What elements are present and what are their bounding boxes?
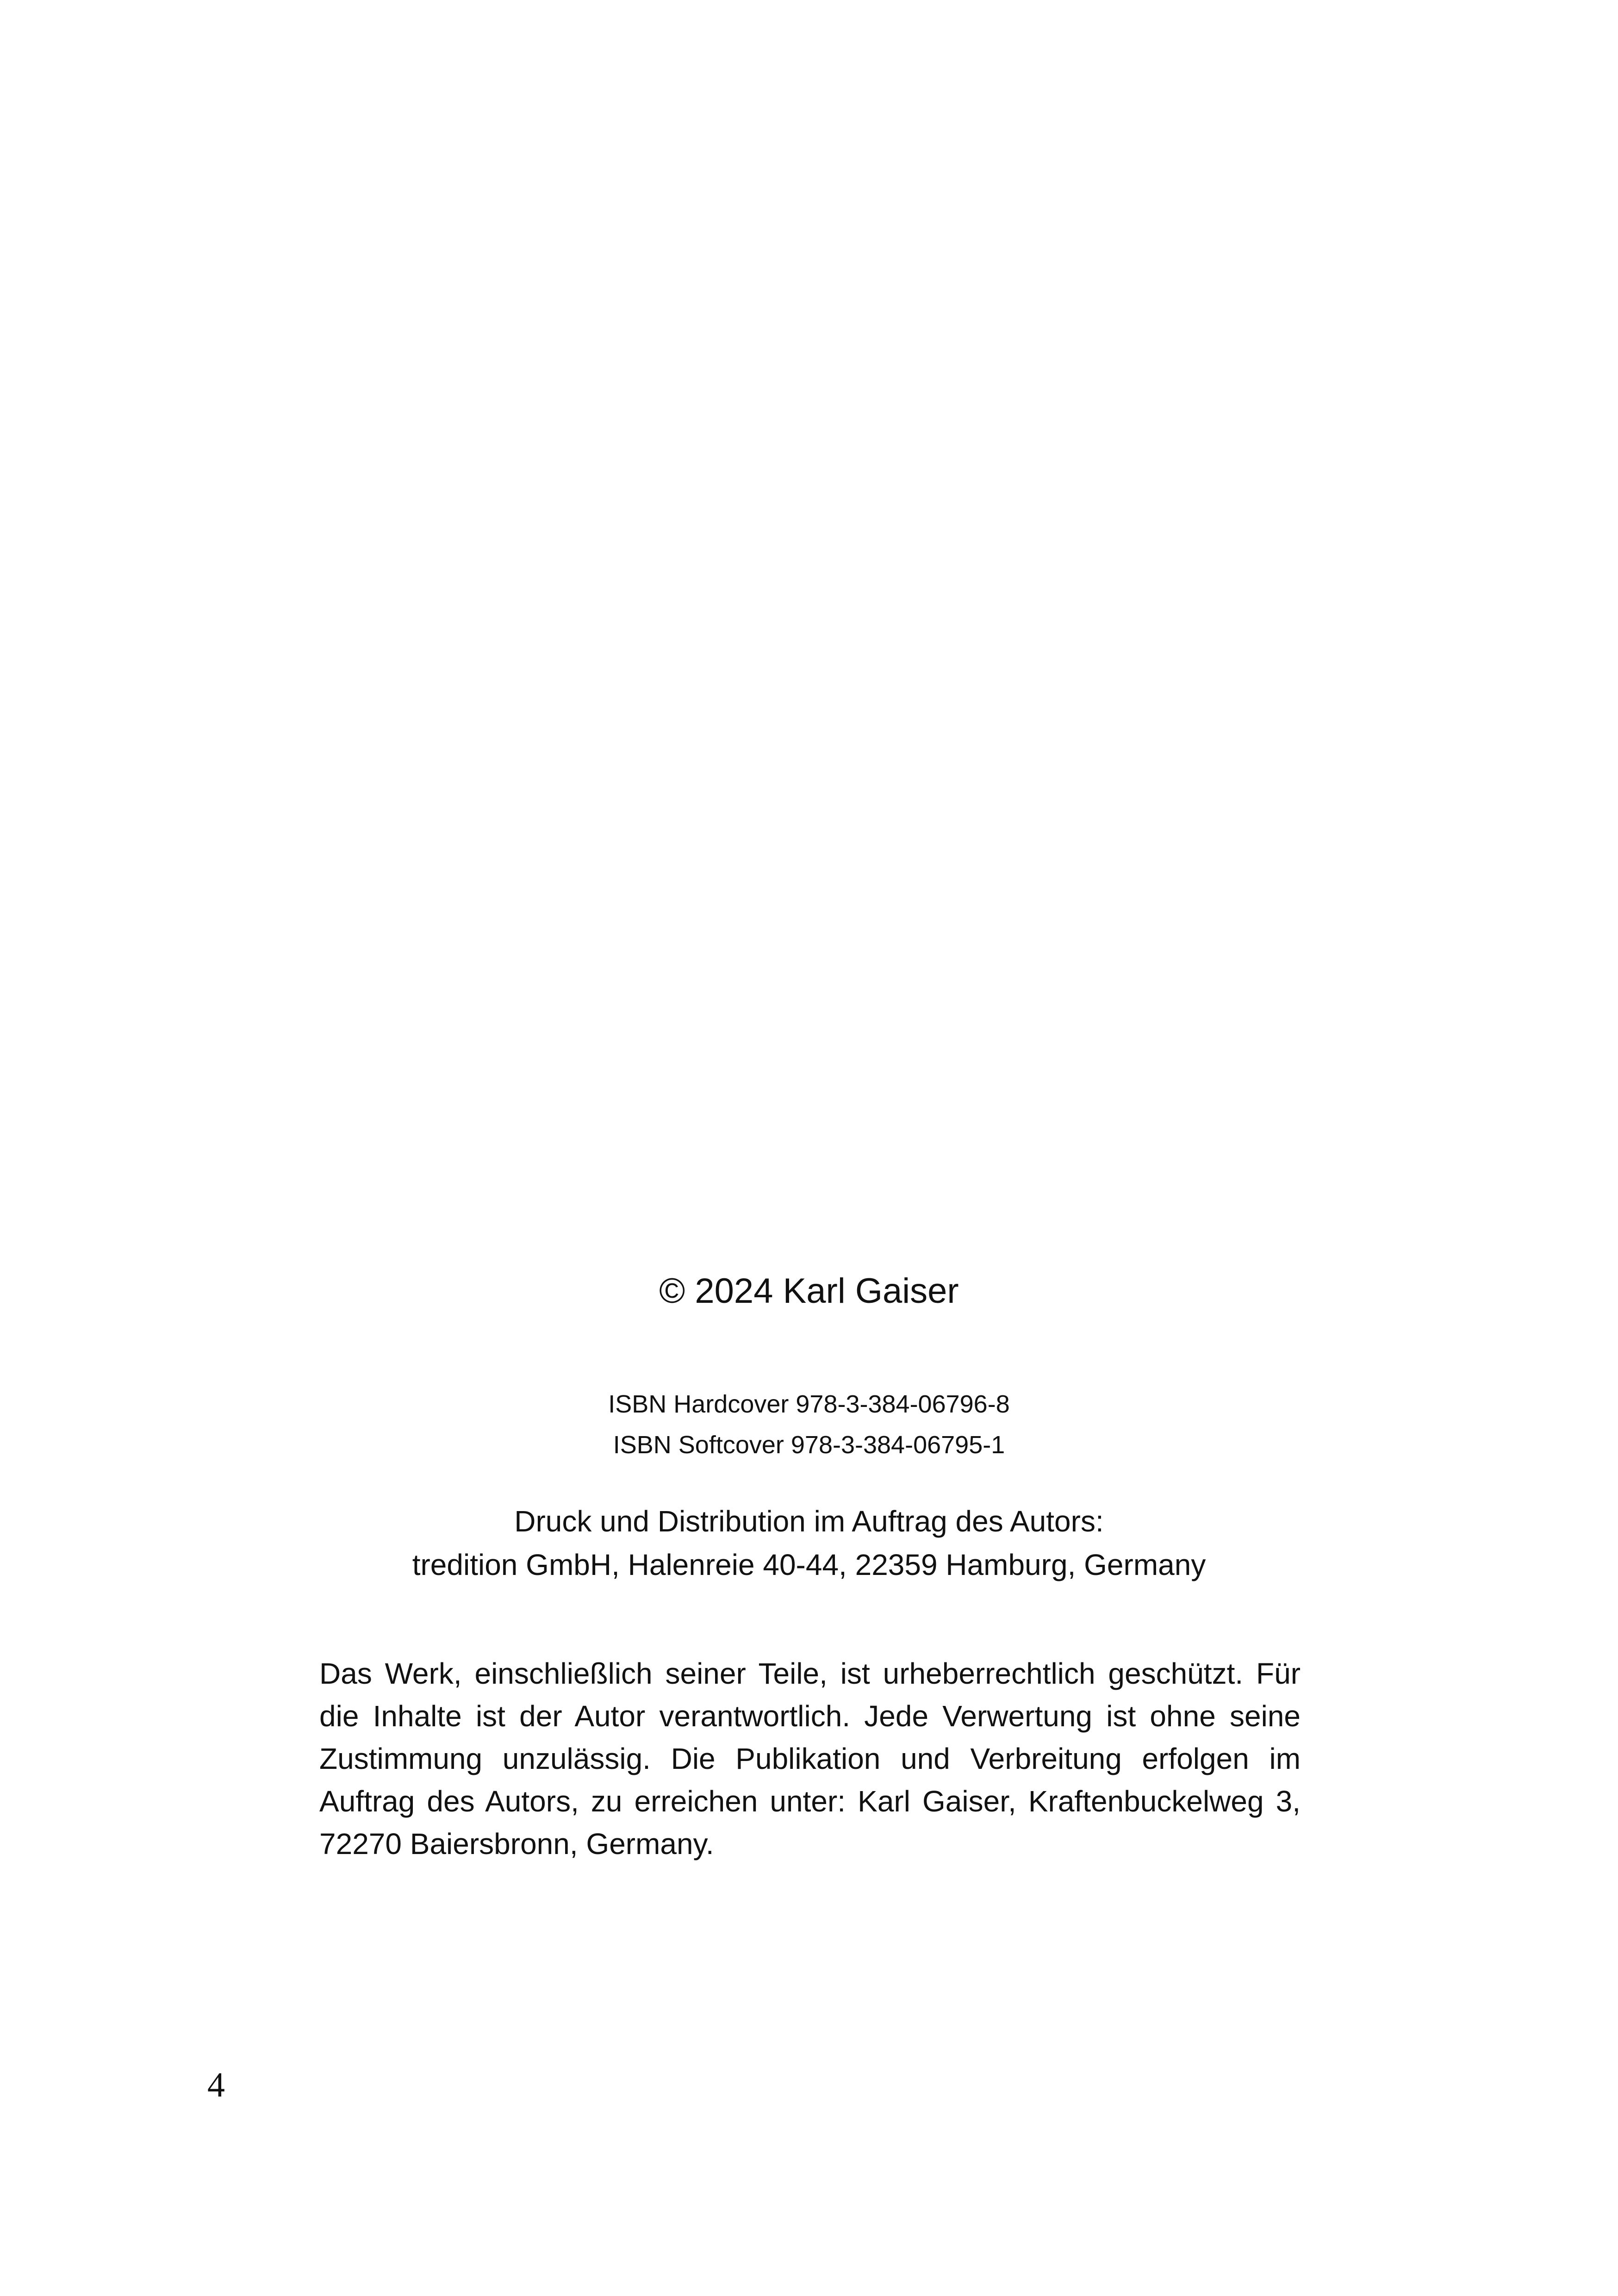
isbn-block — [0, 1384, 1618, 1465]
print-distribution-line-1: Druck und Distribution im Auftrag des Autors: — [514, 1505, 1104, 1538]
legal-notice: Das Werk, einschließlich seiner Teile, ist urheberrechtlich geschützt. Für die Inhalte ist der Autor verantwortlich. Jede Verwertung ist ohne seine Zustimmung unzulässig. Die Publikation und Verbreitung erfolgen im Auftrag des Autors, zu erreichen unter: Karl Gaiser, Kraftenbuckelweg 3, 72270 Baiersbronn, Germany. — [319, 1657, 1301, 1860]
isbn-softcover: ISBN Softcover 978-3-384-06795-1 — [613, 1431, 1005, 1459]
print-distribution-block — [0, 1500, 1618, 1587]
page-number: 4 — [207, 2066, 225, 2104]
isbn-hardcover: ISBN Hardcover 978-3-384-06796-8 — [608, 1390, 1010, 1418]
print-distribution-line-2: tredition GmbH, Halenreie 40-44, 22359 Hamburg, Germany — [412, 1548, 1206, 1581]
copyright-notice: © 2024 Karl Gaiser — [659, 1271, 959, 1311]
